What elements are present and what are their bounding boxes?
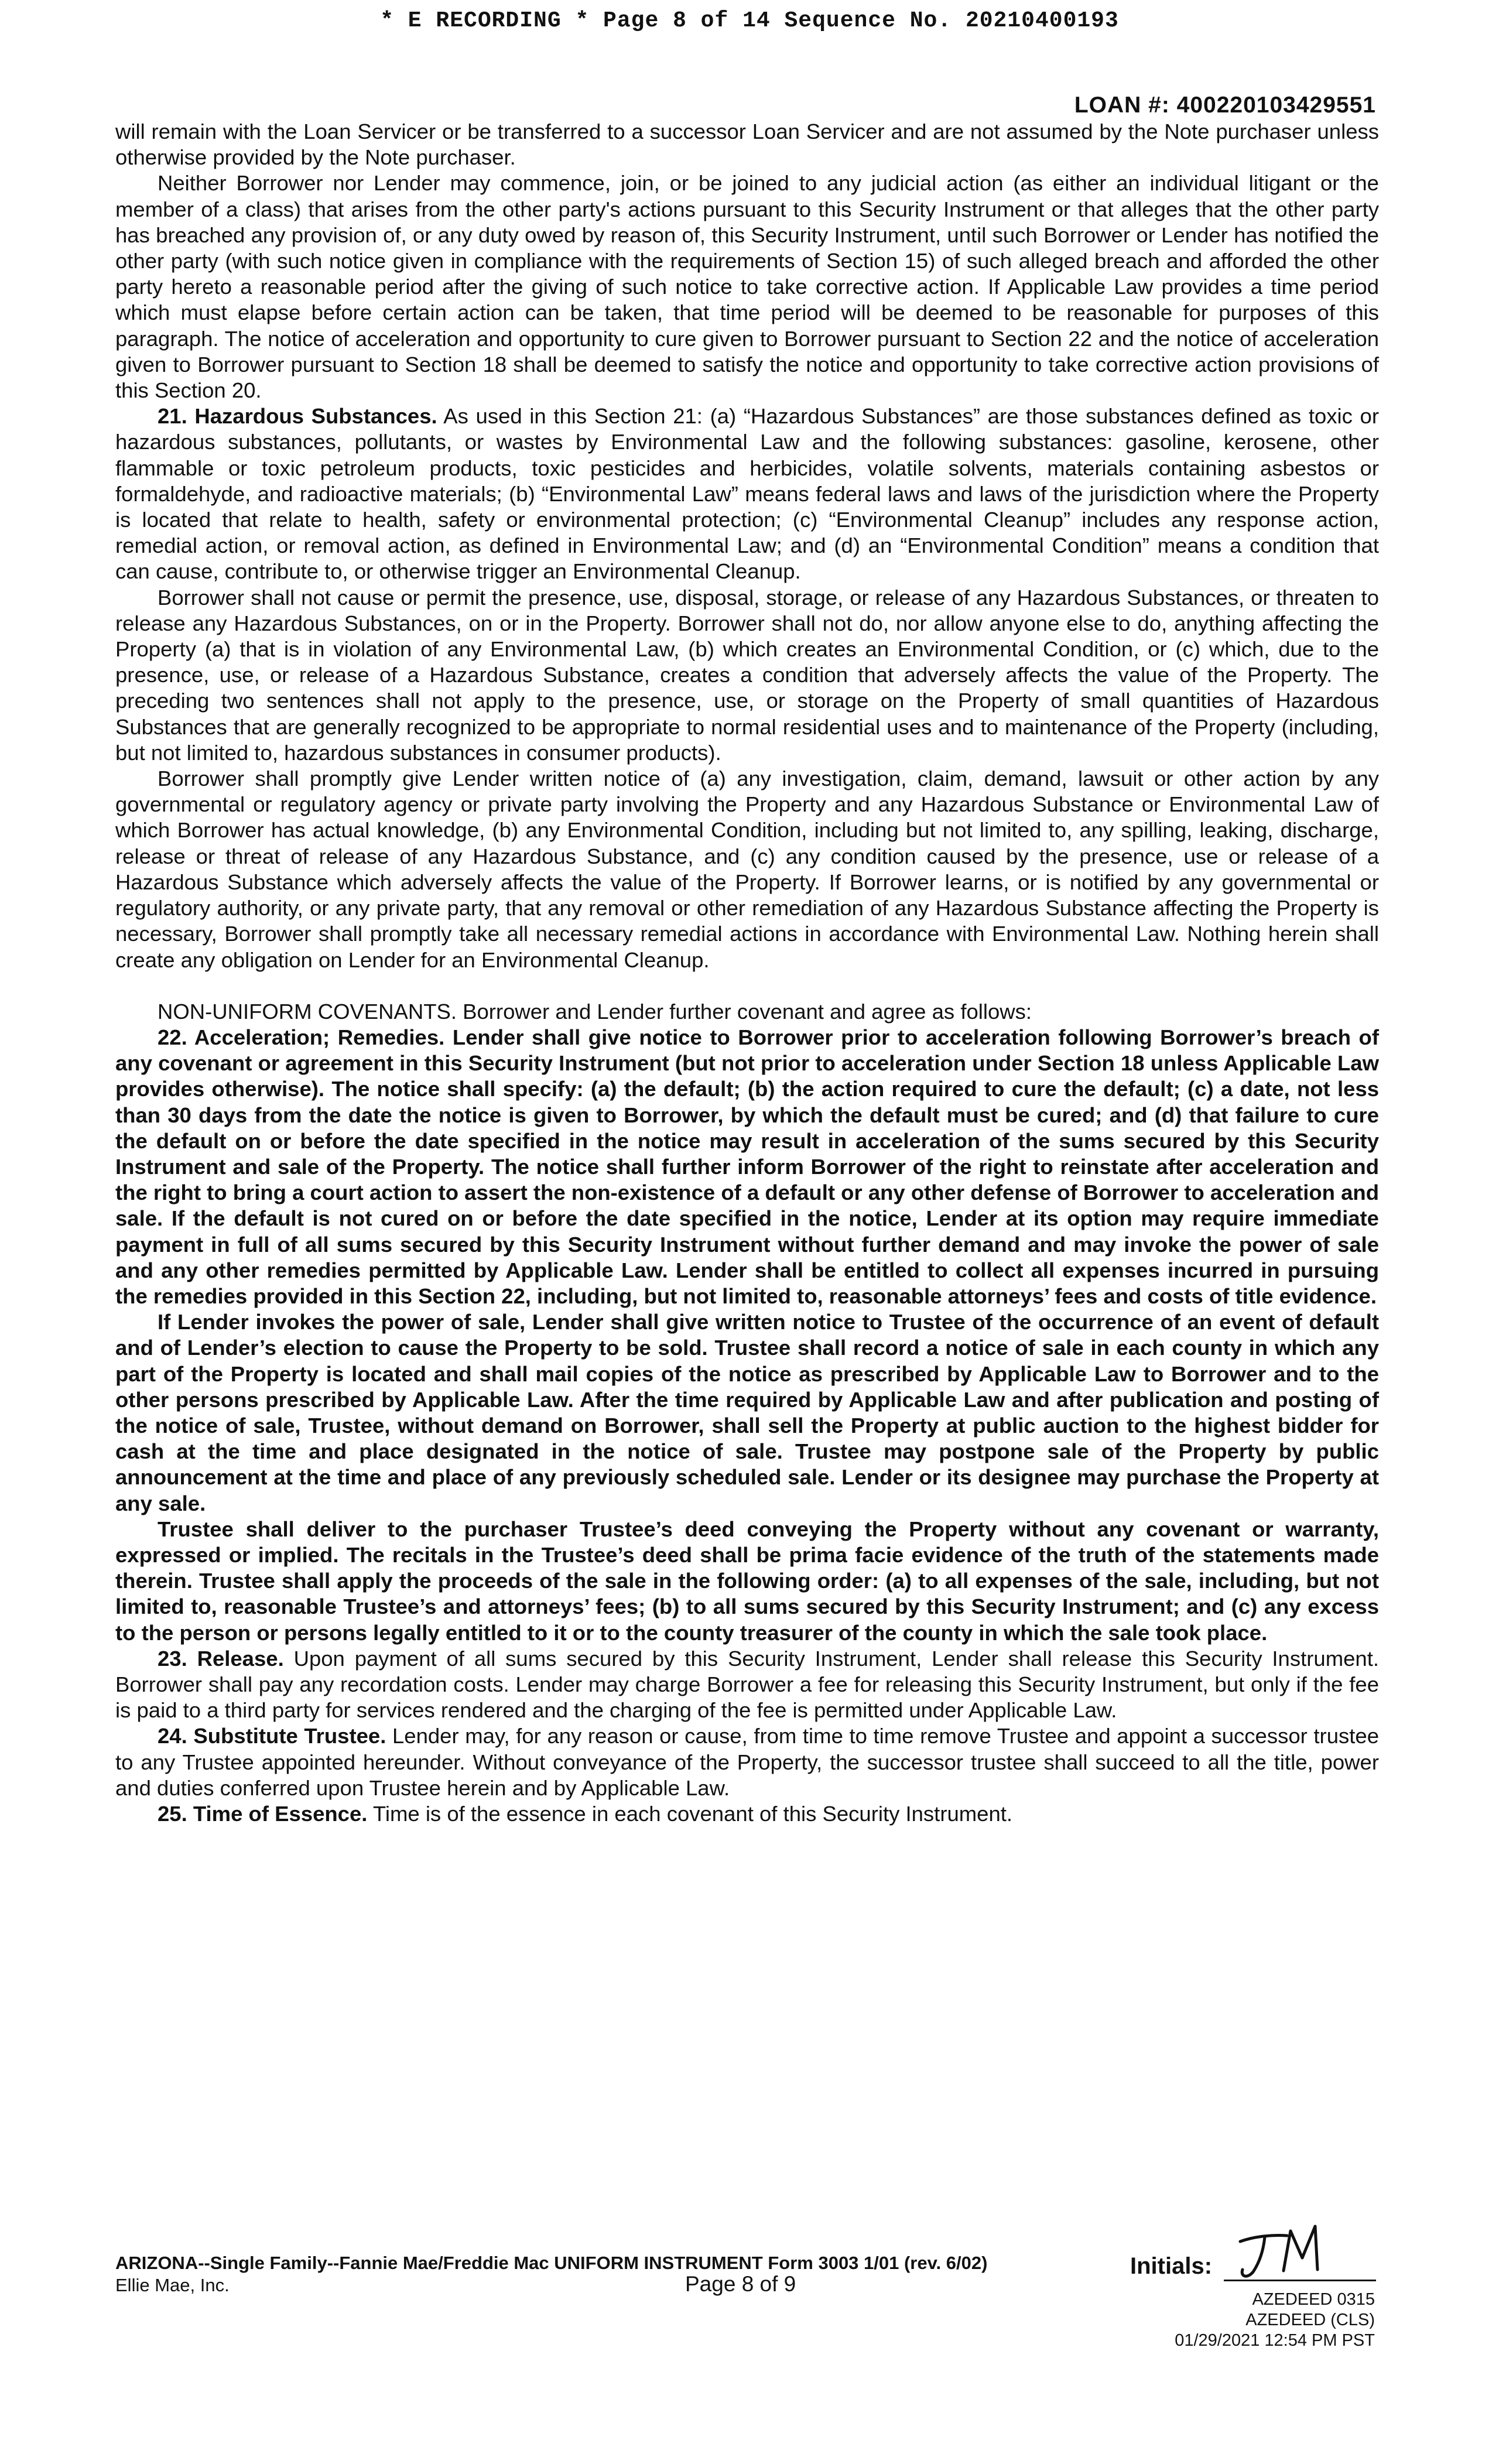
section-21-heading: 21. Hazardous Substances. (158, 404, 437, 429)
section-22-paragraph: 22. Acceleration; Remedies. Lender shall give notice to Borrower prior to acceleration following Borrower’s breach of any covenant or agreement in this Security Instrument (but not prior to acceleration under Section 18 unless Applicable Law provides otherwise). The notice shall specify: (a) the default; (b) the action required to cure the default; (c) a date, not less than 30 days from the date the notice is given to Borrower, by which the default must be cured; and (d) that failure to cure the default on or before the date specified in the notice may result in acceleration of the sums secured by this Security Instrument and sale of the Property. The notice shall further inform Borrower of the right to reinstate after acceleration and the right to bring a court action to assert the non-existence of a default or any other defense of Borrower to acceleration and sale. If the default is not cured on or before the date specified in the notice, Lender at its option may require immediate payment in full of all sums secured by this Security Instrument without further demand and may invoke the power of sale and any other remedies permitted by Applicable Law. Lender shall be entitled to collect all expenses incurred in pursuing the remedies provided in this Section 22, including, but not limited to, reasonable attorneys’ fees and costs of title evidence. (115, 1025, 1379, 1308)
hazardous-presence-paragraph: Borrower shall not cause or permit the presence, use, disposal, storage, or release of any Hazardous Substances, or threaten to release any Hazardous Substances, on or in the Property. Borrower shall not do, nor allow anyone else to do, anything affecting the Property (a) that is in violation of any Environmental Law, (b) which creates an Environmental Condition, or (c) which, due to the presence, use, or release of a Hazardous Substance, creates a condition that adversely affects the value of the Property. The preceding two sentences shall not apply to the presence, use, or storage on the Property of small quantities of Hazardous Substances that are generally recognized to be appropriate to normal residential uses and to maintenance of the Property (including, but not limited to, hazardous substances in consumer products). (115, 585, 1379, 765)
document-codes (1175, 2290, 1375, 2351)
section-23-text: Upon payment of all sums secured by this Security Instrument, Lender shall release this Security Instrument. Borrower shall pay any recordation costs. Lender may charge Borrower a fee for releasing this Security Instrument, but only if the fee is paid to a third party for services rendered and the charging of the fee is permitted under Applicable Law. (115, 1646, 1379, 1723)
section-25-text: Time is of the essence in each covenant of this Security Instrument. (367, 1802, 1013, 1826)
section-25-heading: 25. Time of Essence. (158, 1802, 368, 1826)
power-of-sale-paragraph: If Lender invokes the power of sale, Lender shall give written notice to Trustee of the occurrence of an event of default and of Lender’s election to cause the Property to be sold. Trustee shall record a notice of sale in each county in which any part of the Property is located and shall mail copies of the notice as prescribed by Applicable Law to Borrower and to the other persons prescribed by Applicable Law. After the time required by Applicable Law and after publication and posting of the notice of sale, Trustee, without demand on Borrower, shall sell the Property at public auction to the highest bidder for cash at the time and place designated in the notice of sale. Trustee may postpone sale of the Property by public announcement at the time and place of any previously scheduled sale. Lender or its designee may purchase the Property at any sale. (115, 1310, 1379, 1515)
non-uniform-covenants-paragraph: NON-UNIFORM COVENANTS. Borrower and Lender further covenant and agree as follows: (158, 999, 1032, 1024)
section-23-heading: 23. Release. (158, 1646, 284, 1671)
neither-borrower-paragraph: Neither Borrower nor Lender may commence, join, or be joined to any judicial action (as either an individual litigant or the member of a class) that arises from the other party's actions pursuant to this Security Instrument or that alleges that the other party has breached any provision of, or any duty owed by reason of, this Security Instrument, until such Borrower or Lender has notified the other party (with such notice given in compliance with the requirements of Section 15) of such alleged breach and afforded the other party hereto a reasonable period after the giving of such notice to take corrective action. If Applicable Law provides a time period which must elapse before certain action can be taken, that time period will be deemed to be reasonable for purposes of this paragraph. The notice of acceleration and opportunity to cure given to Borrower pursuant to Section 22 and the notice of acceleration given to Borrower pursuant to Section 18 shall be deemed to satisfy the notice and opportunity to take corrective action provisions of this Section 20. (115, 171, 1379, 403)
section-24-text: Lender may, for any reason or cause, from time to time remove Trustee and appoint a successor trustee to any Trustee appointed hereunder. Without conveyance of the Property, the successor trustee shall succeed to all the title, power and duties conferred upon Trustee herein and by Applicable Law. (115, 1724, 1380, 1800)
doc-code-2: AZEDEED (CLS) (1245, 2311, 1375, 2329)
recording-banner: * E RECORDING * Page 8 of 14 Sequence No. 20210400193 (380, 8, 1119, 33)
page-number: Page 8 of 9 (685, 2272, 796, 2296)
doc-code-1: AZEDEED 0315 (1252, 2290, 1375, 2309)
continuation-paragraph: will remain with the Loan Servicer or be transferred to a successor Loan Servicer and are not assumed by the Note purchaser unless otherwise provided by the Note purchaser. (115, 119, 1379, 170)
initials-underline (1224, 2280, 1376, 2281)
initials-label: Initials: (1130, 2253, 1213, 2279)
section-24-heading: 24. Substitute Trustee. (158, 1724, 386, 1748)
section-21-paragraph (115, 403, 1379, 584)
timestamp: 01/29/2021 12:54 PM PST (1175, 2331, 1375, 2350)
form-footer (115, 2252, 987, 2297)
vendor-name: Ellie Mae, Inc. (115, 2275, 230, 2295)
loan-number: LOAN #: 400220103429551 (1074, 93, 1376, 118)
handwritten-initials-signature (1230, 2213, 1347, 2284)
form-identifier: ARIZONA--Single Family--Fannie Mae/Freddie Mac UNIFORM INSTRUMENT Form 3003 1/01 (rev. 6/02) (115, 2253, 988, 2273)
section-23-paragraph (115, 1646, 1379, 1724)
document-body (115, 119, 1379, 1827)
section-21-text: As used in this Section 21: (a) “Hazardous Substances” are those substances defined as toxic or hazardous substances, pollutants, or wastes by Environmental Law and the following substances: gasoline, kerosene, other flammable or toxic petroleum products, toxic pesticides and herbicides, volatile solvents, materials containing asbestos or formaldehyde, and radioactive materials; (b) “Environmental Law” means federal laws and laws of the jurisdiction where the Property is located that relate to health, safety or environmental protection; (c) “Environmental Cleanup” includes any response action, remedial action, or removal action, as defined in Environmental Law; and (d) an “Environmental Condition” means a condition that can cause, contribute to, or otherwise trigger an Environmental Cleanup. (115, 404, 1379, 584)
trustee-deed-paragraph: Trustee shall deliver to the purchaser Trustee’s deed conveying the Property without any covenant or warranty, expressed or implied. The recitals in the Trustee’s deed shall be prima facie evidence of the truth of the statements made therein. Trustee shall apply the proceeds of the sale in the following order: (a) to all expenses of the sale, including, but not limited to, reasonable Trustee’s and attorneys’ fees; (b) to all sums secured by this Security Instrument; and (c) any excess to the person or persons legally entitled to it or to the county treasurer of the county in which the sale took place. (115, 1517, 1379, 1645)
section-24-paragraph (115, 1723, 1379, 1801)
hazardous-notice-paragraph: Borrower shall promptly give Lender written notice of (a) any investigation, claim, demand, lawsuit or other action by any governmental or regulatory agency or private party involving the Property and any Hazardous Substance or Environmental Law of which Borrower has actual knowledge, (b) any Environmental Condition, including but not limited to, any spilling, leaking, discharge, release or threat of release of any Hazardous Substance, and (c) any condition caused by the presence, use or release of a Hazardous Substance which adversely affects the value of the Property. If Borrower learns, or is notified by any governmental or regulatory authority, or any private party, that any removal or other remediation of any Hazardous Substance affecting the Property is necessary, Borrower shall promptly take all necessary remedial actions in accordance with Environmental Law. Nothing herein shall create any obligation on Lender for an Environmental Cleanup. (115, 766, 1379, 972)
section-25-paragraph (115, 1801, 1379, 1827)
